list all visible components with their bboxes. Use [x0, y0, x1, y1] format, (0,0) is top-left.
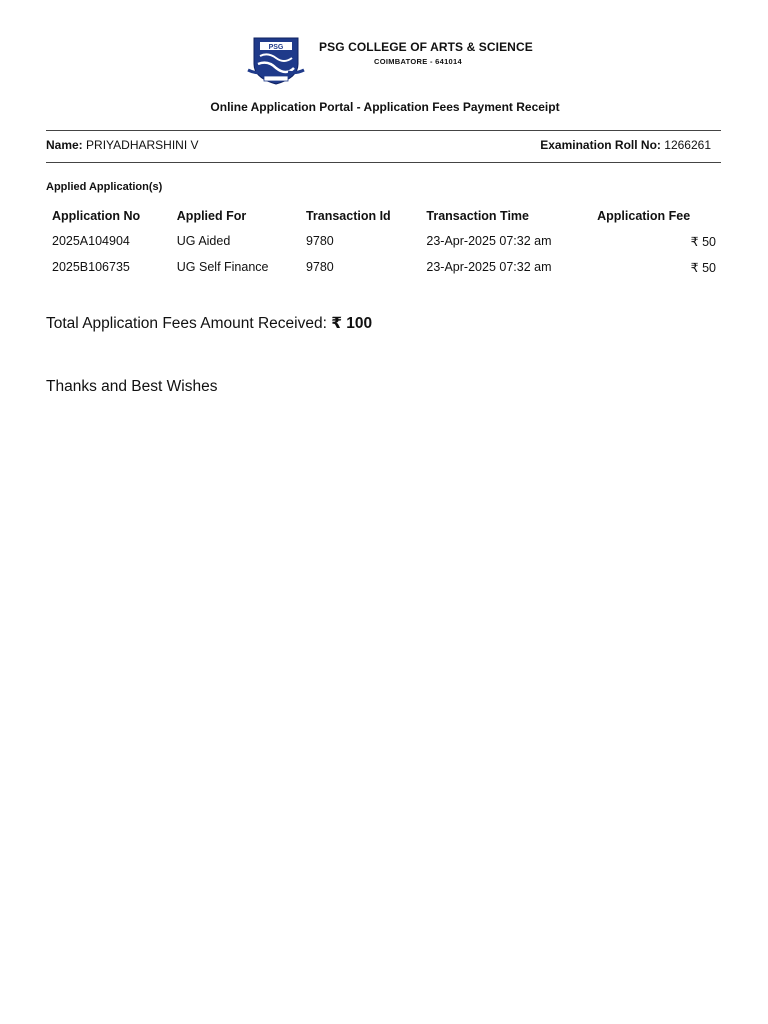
- college-city: COIMBATORE - 641014: [374, 57, 462, 66]
- cell-application-fee: ₹ 50: [690, 234, 716, 249]
- cell-application-no: 2025A104904: [52, 234, 130, 248]
- closing-message: Thanks and Best Wishes: [46, 378, 218, 395]
- receipt-header: [0, 32, 768, 88]
- name-label: Name:: [46, 138, 83, 152]
- section-heading: Applied Application(s): [46, 181, 163, 193]
- logo-text: PSG: [268, 44, 284, 51]
- table-row: [46, 228, 722, 254]
- roll-value: 1266261: [664, 138, 711, 152]
- cell-transaction-time: 23-Apr-2025 07:32 am: [426, 234, 552, 248]
- psg-college-crest-icon: [246, 34, 306, 86]
- column-header-applied-for: Applied For: [176, 209, 247, 223]
- table-row: [46, 254, 722, 280]
- cell-application-fee: ₹ 50: [690, 260, 716, 275]
- cell-applied-for: UG Self Finance: [176, 260, 269, 274]
- total-amount-line: [46, 314, 372, 333]
- cell-transaction-id: 9780: [305, 234, 334, 248]
- cell-applied-for: UG Aided: [176, 234, 231, 248]
- portal-title: Online Application Portal - Application Fees Payment Receipt: [210, 100, 560, 114]
- cell-transaction-time: 23-Apr-2025 07:32 am: [426, 260, 552, 274]
- column-header-application-fee: Application Fee: [597, 209, 691, 223]
- college-name: PSG COLLEGE OF ARTS & SCIENCE: [319, 40, 533, 54]
- cell-application-no: 2025B106735: [52, 260, 130, 274]
- column-header-transaction-id: Transaction Id: [305, 209, 391, 223]
- column-header-transaction-time: Transaction Time: [426, 209, 529, 223]
- applicant-name-line: [46, 138, 199, 152]
- cell-transaction-id: 9780: [305, 260, 334, 274]
- roll-number-line: [540, 138, 711, 152]
- total-label: Total Application Fees Amount Received:: [46, 315, 327, 332]
- column-header-application-no: Application No: [52, 209, 141, 223]
- divider-bottom: [46, 162, 721, 163]
- total-amount: ₹ 100: [331, 315, 373, 332]
- roll-label: Examination Roll No:: [540, 138, 661, 152]
- divider-top: [46, 130, 721, 131]
- applications-table: [46, 204, 722, 280]
- table-header-row: [46, 204, 722, 228]
- name-value: PRIYADHARSHINI V: [86, 138, 199, 152]
